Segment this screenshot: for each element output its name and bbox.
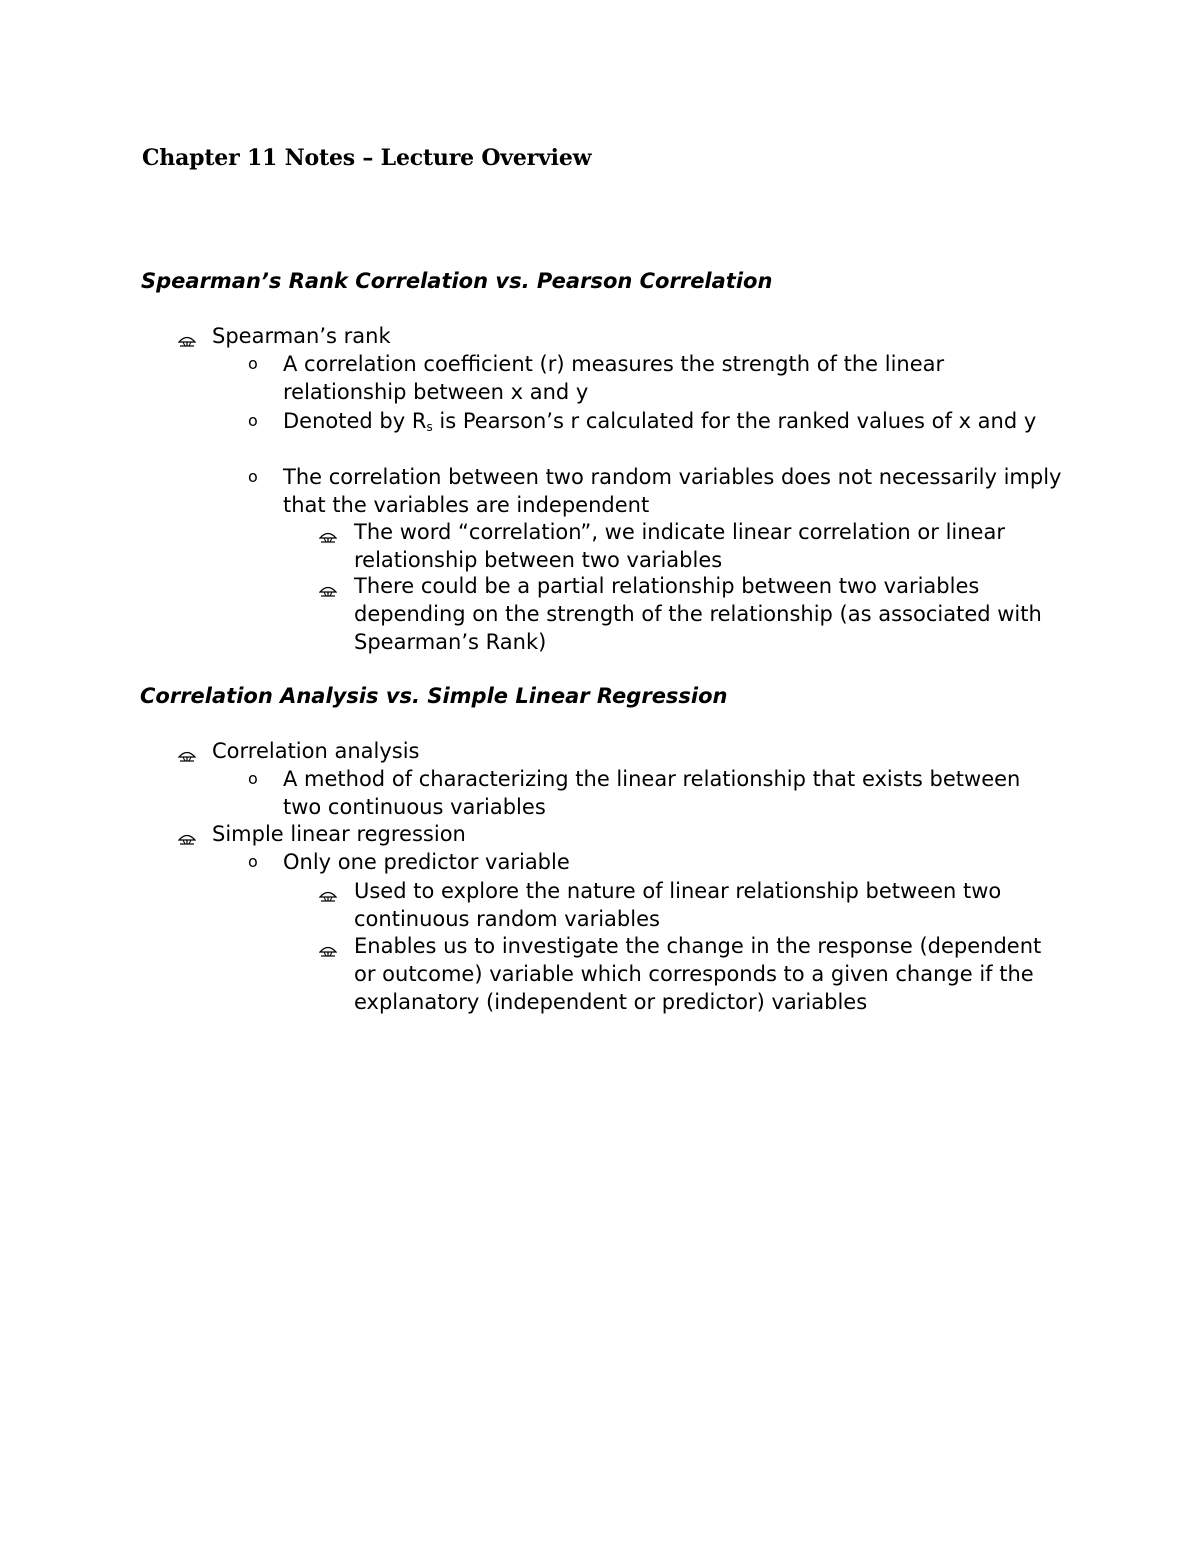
umbrella-bullet-icon xyxy=(319,584,337,598)
list-item-investigate-change: Enables us to investigate the change in the response (dependent or outcome) variable which corresponds to a given change if the explanatory (independent or predictor) variables xyxy=(354,934,1042,1014)
umbrella-bullet-icon xyxy=(319,889,337,903)
denoted-text-after: is Pearson’s r calculated for the ranked values of x and y xyxy=(432,409,1037,433)
denoted-text-before: Denoted by R xyxy=(283,409,427,433)
list-item-partial-relationship: There could be a partial relationship between two variables depending on the strength of the relationship (as associated with Spearman’s Rank) xyxy=(354,574,1042,654)
umbrella-bullet-icon xyxy=(319,944,337,958)
umbrella-bullet-icon xyxy=(178,749,196,763)
list-item-word-correlation: The word “correlation”, we indicate linear correlation or linear relationship between two variables xyxy=(354,520,1005,572)
hollow-circle-bullet-icon: o xyxy=(248,769,258,788)
list-item-correlation-not-independence: The correlation between two random variables does not necessarily imply that the variables are independent xyxy=(283,465,1062,517)
list-item-spearmans-rank: Spearman’s rank xyxy=(212,324,391,348)
list-item-denoted-by-rs xyxy=(283,407,1063,441)
umbrella-bullet-icon xyxy=(178,334,196,348)
umbrella-bullet-icon xyxy=(319,530,337,544)
umbrella-bullet-icon xyxy=(178,832,196,846)
page-title: Chapter 11 Notes – Lecture Overview xyxy=(142,145,592,171)
list-item-one-predictor: Only one predictor variable xyxy=(283,850,570,874)
hollow-circle-bullet-icon: o xyxy=(248,354,258,373)
section-heading-correlation-vs-regression: Correlation Analysis vs. Simple Linear Regression xyxy=(140,684,728,708)
list-item-correlation-analysis: Correlation analysis xyxy=(212,739,420,763)
list-item-method-characterizing: A method of characterizing the linear relationship that exists between two continuous variables xyxy=(283,767,1021,819)
list-item-explore-nature: Used to explore the nature of linear relationship between two continuous random variables xyxy=(354,879,1002,931)
section-heading-spearman-vs-pearson: Spearman’s Rank Correlation vs. Pearson Correlation xyxy=(141,269,773,293)
hollow-circle-bullet-icon: o xyxy=(248,467,258,486)
subscript-s: s xyxy=(426,420,433,434)
hollow-circle-bullet-icon: o xyxy=(248,411,258,430)
hollow-circle-bullet-icon: o xyxy=(248,852,258,871)
list-item-correlation-coefficient: A correlation coefficient (r) measures the strength of the linear relationship between x and y xyxy=(283,352,945,404)
list-item-simple-linear-regression: Simple linear regression xyxy=(212,822,466,846)
